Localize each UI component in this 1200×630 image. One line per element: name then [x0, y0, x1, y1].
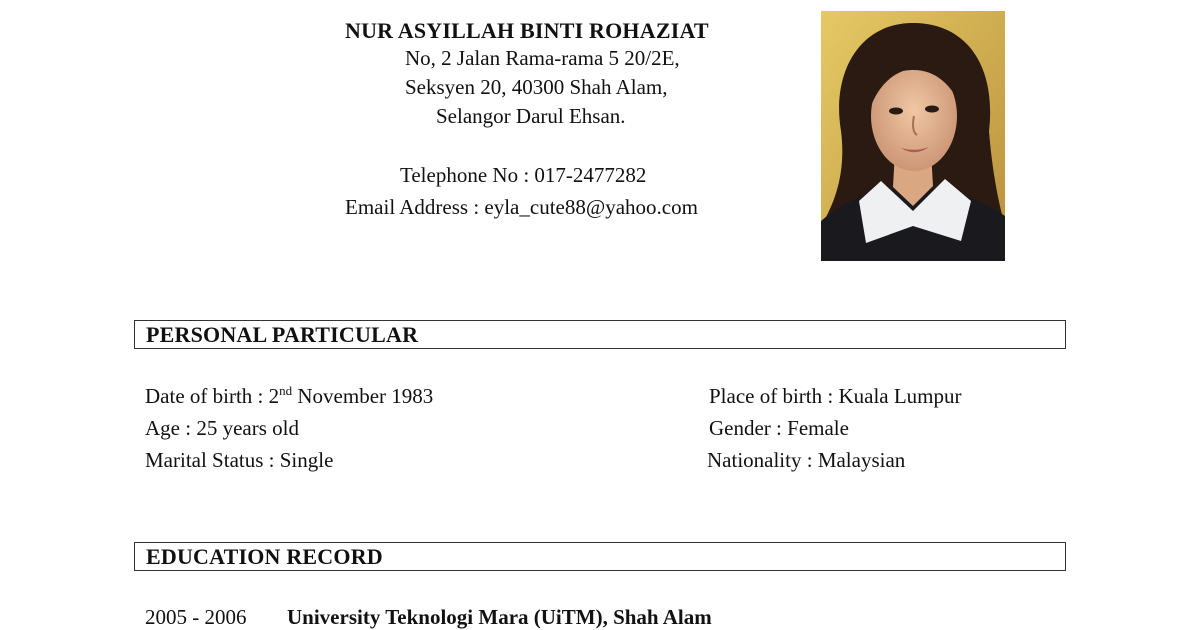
personal-particular-header — [134, 320, 1066, 349]
marital-status: Marital Status : Single — [145, 448, 334, 472]
place-of-birth: Place of birth : Kuala Lumpur — [709, 384, 962, 408]
education-record-header — [134, 542, 1066, 571]
age: Age : 25 years old — [145, 416, 299, 440]
nationality: Nationality : Malaysian — [707, 448, 906, 472]
applicant-photo — [821, 11, 1005, 261]
education-institution: University Teknologi Mara (UiTM), Shah Alam — [287, 605, 712, 629]
telephone-line: Telephone No : 017-2477282 — [400, 163, 647, 187]
section-heading: PERSONAL PARTICULAR — [146, 322, 419, 347]
date-of-birth — [145, 384, 433, 409]
education-years: 2005 - 2006 — [145, 605, 247, 629]
address-line-1: No, 2 Jalan Rama-rama 5 20/2E, — [405, 46, 680, 70]
gender: Gender : Female — [709, 416, 849, 440]
dob-rest: November 1983 — [292, 384, 434, 408]
address-line-3: Selangor Darul Ehsan. — [436, 104, 626, 128]
dob-ordinal: nd — [279, 383, 293, 398]
dob-prefix: Date of birth : 2 — [145, 384, 280, 408]
address-line-2: Seksyen 20, 40300 Shah Alam, — [405, 75, 668, 99]
applicant-name: NUR ASYILLAH BINTI ROHAZIAT — [345, 18, 709, 43]
section-heading: EDUCATION RECORD — [146, 544, 383, 569]
email-line: Email Address : eyla_cute88@yahoo.com — [345, 195, 698, 219]
